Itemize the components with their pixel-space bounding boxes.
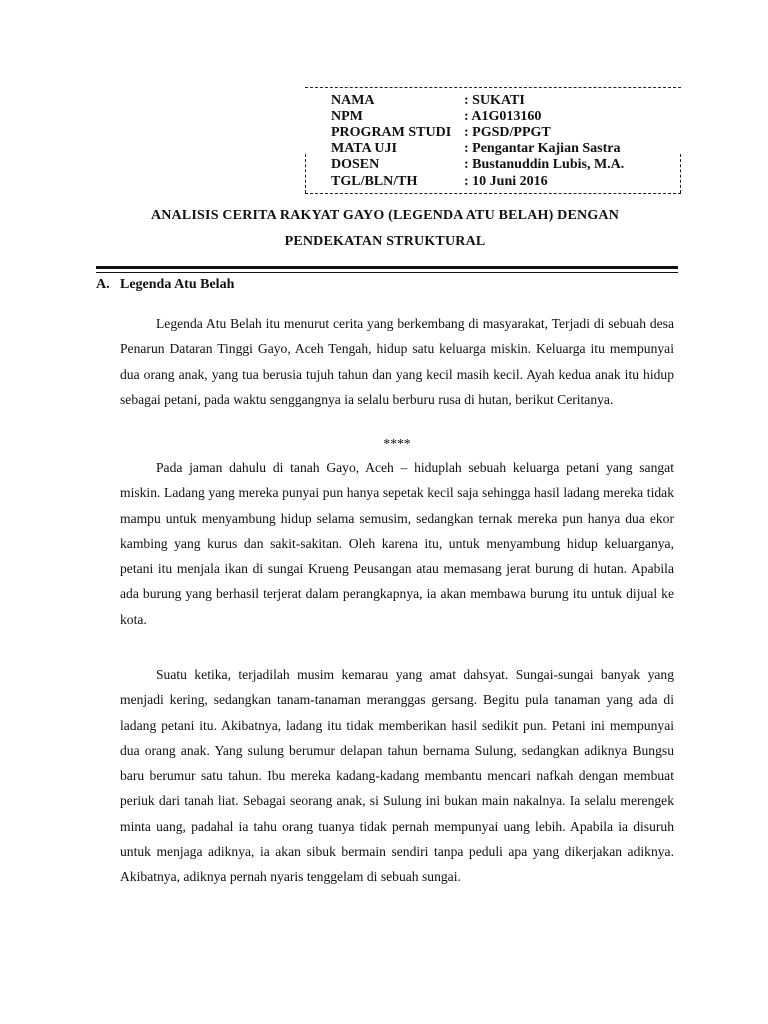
identity-row-npm: [331, 109, 541, 125]
identity-value: : 10 Juni 2016: [464, 174, 548, 189]
identity-row-dosen: [331, 157, 624, 173]
identity-key: NPM: [331, 109, 363, 124]
paragraph-intro: Legenda Atu Belah itu menurut cerita yang berkembang di masyarakat, Terjadi di sebuah desa Penarun Dataran Tinggi Gayo, Aceh Tengah, hidup satu keluarga miskin. Keluarga itu mempunyai dua orang anak, yang tua berusia tujuh tahun dan yang kecil masih kecil. Ayah kedua anak itu hidup sebagai petani, pada waktu senggangnya ia selalu berburu rusa di hutan, berikut Ceritanya.: [120, 316, 674, 407]
identity-row-nama: [331, 93, 525, 109]
identity-value: : Pengantar Kajian Sastra: [464, 141, 621, 156]
identity-value: : SUKATI: [464, 93, 525, 108]
identity-row-mata-uji: [331, 141, 620, 157]
document-title-line-1: ANALISIS CERITA RAKYAT GAYO (LEGENDA ATU BELAH) DENGAN: [150, 208, 620, 223]
identity-value: : A1G013160: [464, 109, 542, 124]
paragraph-story-1: Pada jaman dahulu di tanah Gayo, Aceh – hiduplah sebuah keluarga petani yang sangat miskin. Ladang yang mereka punyai pun hanya sepetak kecil saja sehingga hasil ladang mereka tidak mampu untuk menyambung hidup selama semusim, sedangkan ternak mereka pun hanya dua ekor kambing yang kurus dan sakit-sakitan. Oleh karena itu, untuk menyambung hidup keluarganya, petani itu menjala ikan di sungai Krueng Peusangan atau memasang jerat burung di hutan. Apabila ada burung yang berhasil terjerat dalam perangkapnya, ia akan membawa burung itu untuk dijual ke kota.: [120, 460, 674, 627]
section-separator: ****: [383, 436, 411, 451]
identity-key: MATA UJI: [331, 141, 397, 156]
paragraph-story-2: Suatu ketika, terjadilah musim kemarau yang amat dahsyat. Sungai-sungai banyak yang menjadi kering, sedangkan tanam-tanaman meranggas gersang. Begitu pula tanaman yang ada di ladang petani itu. Akibatnya, ladang itu tidak memberikan hasil sedikit pun. Petani ini mempunyai dua orang anak. Yang sulung berumur delapan tahun bernama Sulung, sedangkan adiknya Bungsu baru berumur satu tahun. Ibu mereka kadang-kadang membantu mencari nafkah dengan membuat periuk dari tanah liat. Sebagai seorang anak, si Sulung ini bukan main nakalnya. Ia selalu merengek minta uang, padahal ia tahu orang tuanya tidak pernah mempunyai uang lebih. Apabila ia disuruh untuk menjaga adiknya, ia akan sibuk bermain sendiri tanpa peduli apa yang dikerjakan adiknya. Akibatnya, adiknya pernah nyaris tenggelam di sebuah sungai.: [120, 667, 674, 885]
identity-key: DOSEN: [331, 157, 380, 172]
title-divider-thick: [96, 266, 678, 269]
document-title-line-2: PENDEKATAN STRUKTURAL: [284, 234, 486, 249]
title-divider-thin: [96, 272, 678, 273]
identity-key: PROGRAM STUDI: [331, 125, 452, 140]
identity-row-program-studi: [331, 125, 551, 141]
identity-box: [305, 87, 681, 194]
identity-value: : PGSD/PPGT: [464, 125, 551, 140]
box-right-border: [680, 154, 681, 193]
identity-value: : Bustanuddin Lubis, M.A.: [464, 157, 625, 172]
section-number: A.: [96, 277, 110, 292]
section-title: Legenda Atu Belah: [120, 277, 235, 292]
identity-row-tanggal: [331, 174, 548, 190]
identity-key: NAMA: [331, 93, 375, 108]
identity-key: TGL/BLN/TH: [331, 174, 418, 189]
section-heading: [96, 277, 234, 293]
box-left-border: [305, 154, 306, 193]
